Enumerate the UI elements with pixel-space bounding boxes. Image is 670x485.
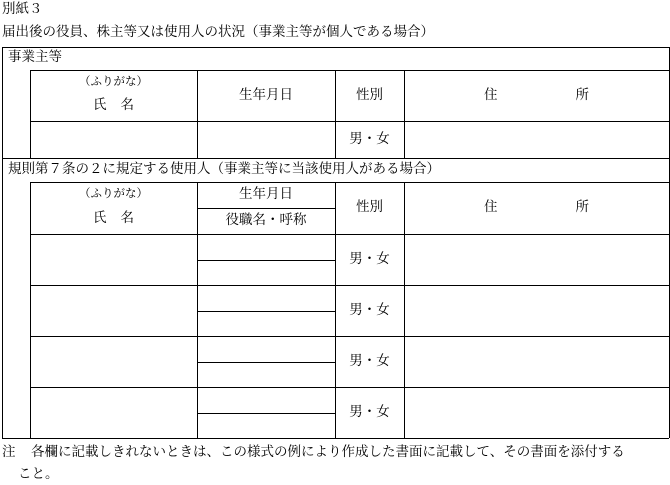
s2-row4-gender: 男・女 [349,403,390,420]
page-heading: 届出後の役員、株主等又は使用人の状況（事業主等が個人である場合） [2,24,434,40]
s2-row2-gender: 男・女 [349,301,390,318]
s1-birthdate-header: 生年月日 [239,86,293,103]
s2-birthdate-header: 生年月日 [239,186,293,203]
s2-position-header: 役職名・呼称 [225,212,307,229]
s1-address-header: 住所 [484,86,667,103]
s1-gender-header: 性別 [356,86,383,103]
note-line2: こと。 [18,466,59,482]
s1-furigana-header: （ふりがな） [79,74,148,89]
s2-row1-gender: 男・女 [349,250,390,267]
section2-title: 規則第７条の２に規定する使用人（事業主等に当該使用人がある場合） [8,161,440,177]
note-line1: 各欄に記載しきれないときは、この様式の例により作成した書面に記載して、その書面を添付する [31,444,625,460]
section1-title: 事業主等 [8,49,62,65]
s2-gender-header: 性別 [356,199,383,216]
s1-gender-value: 男・女 [349,130,390,147]
s1-name-header: 氏名 [93,97,148,114]
form-id: 別紙３ [2,1,43,17]
s2-address-header: 住所 [484,199,667,216]
note-label: 注 [2,444,16,460]
s2-row3-gender: 男・女 [349,352,390,369]
s2-furigana-header: （ふりがな） [79,186,148,201]
s2-name-header: 氏名 [93,210,148,227]
